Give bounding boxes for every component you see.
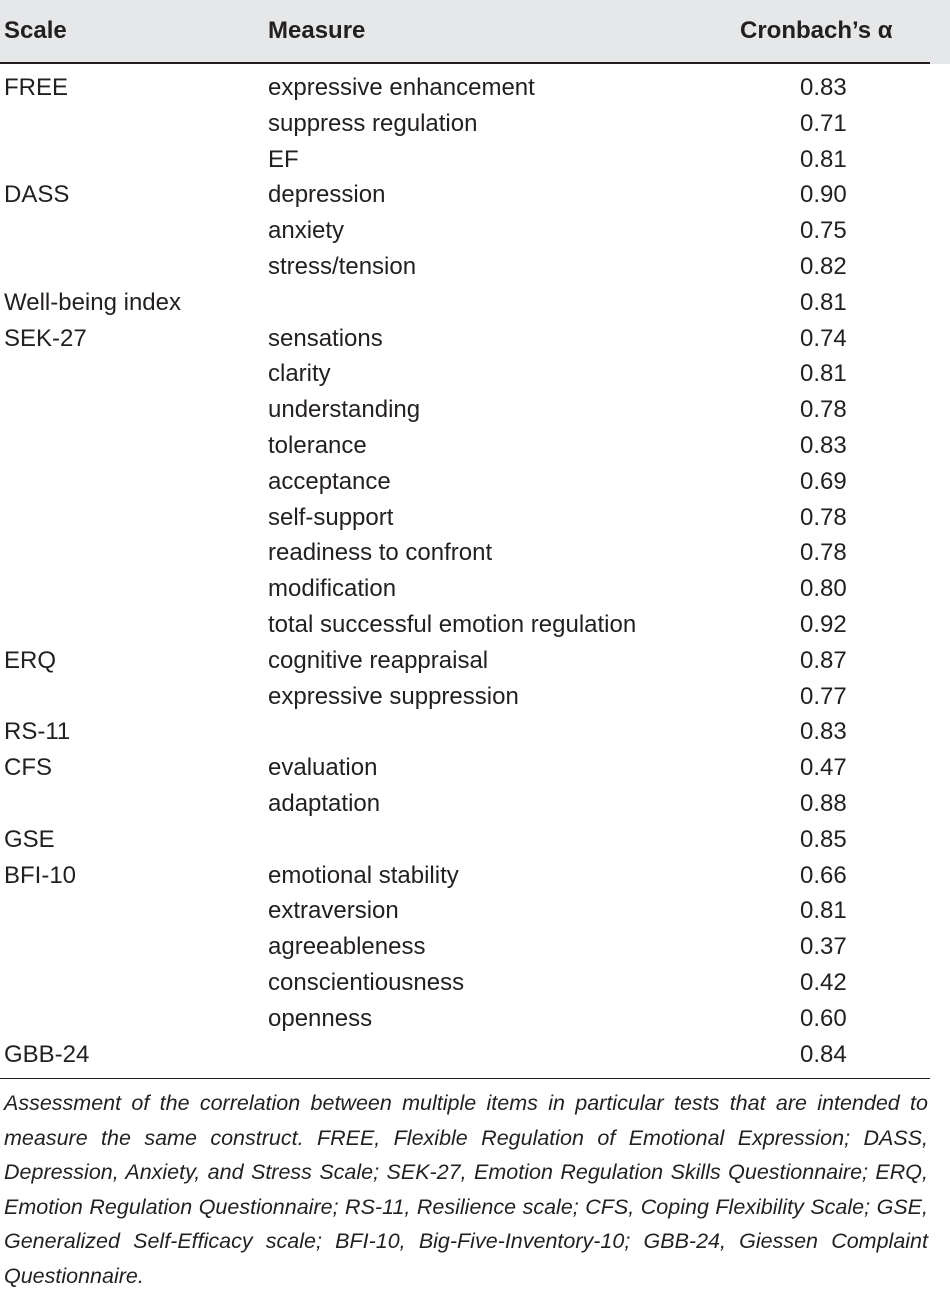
table-row <box>0 500 950 536</box>
cell-cronbach-alpha: 0.80 <box>800 575 847 603</box>
table-row <box>0 249 950 285</box>
cell-measure: acceptance <box>268 467 391 495</box>
cell-cronbach-alpha: 0.83 <box>800 74 847 101</box>
table-row <box>0 750 950 786</box>
cell-cronbach-alpha: 0.42 <box>800 968 847 996</box>
cell-scale: Well-being index <box>4 288 181 316</box>
cell-cronbach-alpha: 0.78 <box>800 396 847 424</box>
cell-measure: agreeableness <box>268 933 426 961</box>
cell-cronbach-alpha: 0.92 <box>800 610 847 638</box>
table-row <box>0 929 950 965</box>
table-row <box>0 321 950 357</box>
cell-measure: openness <box>268 1004 373 1032</box>
cell-measure: extraversion <box>268 897 399 925</box>
cell-cronbach-alpha: 0.66 <box>800 861 847 889</box>
table-row <box>0 213 950 249</box>
cell-cronbach-alpha: 0.71 <box>800 109 847 137</box>
cell-scale: FREE <box>4 74 69 101</box>
cell-cronbach-alpha: 0.83 <box>800 718 847 746</box>
cell-scale: GBB-24 <box>4 1040 90 1068</box>
table-row <box>0 392 950 428</box>
table-footnote: Assessment of the correlation between multiple items in particular tests that are intended to measure the same construct. FREE, Flexible Regulation of Emotional Expression; DASS, Depression, Anxiety, and Stress Scale; SEK-27, Emotion Regulation Skills Questionnaire; ERQ, Emotion Regulation Questionnaire; RS-11, Resilience scale; CFS, Coping Flexibility Scale; GSE, Generalized Self-Efficacy scale; BFI-10, Big-Five-Inventory-10; GBB-24, Giessen Complaint Questionnaire. <box>4 1091 928 1288</box>
cell-scale: CFS <box>4 754 52 782</box>
table-row <box>0 428 950 464</box>
table-row <box>0 858 950 894</box>
table-row <box>0 822 950 858</box>
cell-measure: depression <box>268 181 386 209</box>
cell-cronbach-alpha: 0.69 <box>800 467 847 495</box>
cell-scale: DASS <box>4 181 70 209</box>
cell-cronbach-alpha: 0.81 <box>800 360 847 388</box>
cell-measure: tolerance <box>268 431 367 459</box>
table-header <box>0 0 950 64</box>
table-row <box>0 965 950 1001</box>
table-row <box>0 1037 950 1073</box>
cell-cronbach-alpha: 0.83 <box>800 431 847 459</box>
cell-cronbach-alpha: 0.47 <box>800 754 847 782</box>
table-body <box>0 64 950 1072</box>
table-row <box>0 1001 950 1037</box>
cell-measure: EF <box>268 145 299 173</box>
cell-scale: GSE <box>4 825 55 853</box>
cell-scale: RS-11 <box>4 718 71 746</box>
table-row <box>0 607 950 643</box>
cell-measure: evaluation <box>268 754 378 782</box>
table-row <box>0 142 950 178</box>
cell-cronbach-alpha: 0.84 <box>800 1040 847 1068</box>
table-row <box>0 643 950 679</box>
cell-measure: emotional stability <box>268 861 459 889</box>
table-row <box>0 893 950 929</box>
cell-cronbach-alpha: 0.81 <box>800 288 847 316</box>
cell-scale: SEK-27 <box>4 324 87 352</box>
cell-measure: self-support <box>268 503 394 531</box>
cell-measure: stress/tension <box>268 252 417 280</box>
cell-cronbach-alpha: 0.37 <box>800 933 847 961</box>
table-row <box>0 535 950 571</box>
table-row <box>0 106 950 142</box>
cell-scale: BFI-10 <box>4 861 77 889</box>
table-row <box>0 356 950 392</box>
cell-measure: expressive suppression <box>268 682 519 710</box>
table-row <box>0 571 950 607</box>
cell-cronbach-alpha: 0.60 <box>800 1004 847 1032</box>
cell-cronbach-alpha: 0.85 <box>800 825 847 853</box>
cell-measure: anxiety <box>268 217 345 245</box>
cell-measure: suppress regulation <box>268 109 478 137</box>
cell-cronbach-alpha: 0.78 <box>800 503 847 531</box>
cell-measure: conscientiousness <box>268 968 465 996</box>
cell-cronbach-alpha: 0.87 <box>800 646 847 674</box>
cell-measure: sensations <box>268 324 383 352</box>
cell-measure: total successful emotion regulation <box>268 610 637 638</box>
header-measure: Measure <box>268 17 366 44</box>
cell-cronbach-alpha: 0.82 <box>800 252 847 280</box>
cell-measure: modification <box>268 575 397 603</box>
cell-cronbach-alpha: 0.77 <box>800 682 847 710</box>
table-row <box>0 679 950 715</box>
header-divider <box>0 62 930 64</box>
table-row <box>0 464 950 500</box>
cell-cronbach-alpha: 0.78 <box>800 539 847 567</box>
table-row <box>0 70 950 106</box>
cell-measure: understanding <box>268 396 421 424</box>
cell-measure: expressive enhancement <box>268 74 535 101</box>
cell-cronbach-alpha: 0.81 <box>800 897 847 925</box>
cell-measure: clarity <box>268 360 331 388</box>
header-cronbach-alpha: Cronbach’s α <box>740 17 893 44</box>
table-row <box>0 786 950 822</box>
cell-cronbach-alpha: 0.90 <box>800 181 847 209</box>
cell-cronbach-alpha: 0.75 <box>800 217 847 245</box>
table-row <box>0 714 950 750</box>
cell-measure: cognitive reappraisal <box>268 646 489 674</box>
header-scale: Scale <box>4 17 67 44</box>
table-row <box>0 285 950 321</box>
cell-measure: adaptation <box>268 789 381 817</box>
cell-cronbach-alpha: 0.88 <box>800 789 847 817</box>
cell-cronbach-alpha: 0.81 <box>800 145 847 173</box>
cell-cronbach-alpha: 0.74 <box>800 324 847 352</box>
table-row <box>0 177 950 213</box>
cell-measure: readiness to confront <box>268 539 493 567</box>
footer-divider <box>0 1078 930 1079</box>
cell-scale: ERQ <box>4 646 57 674</box>
